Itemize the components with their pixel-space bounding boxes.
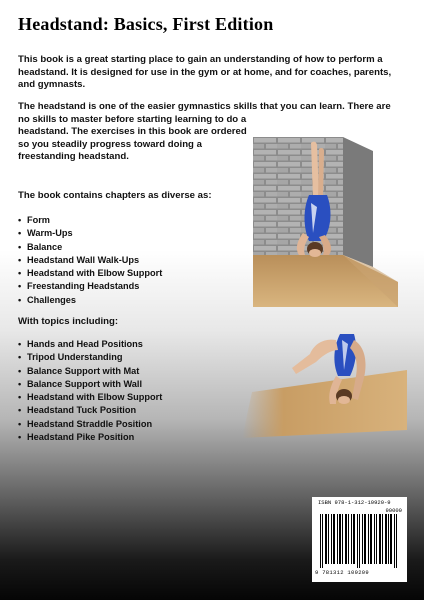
- intro-paragraph: This book is a great starting place to gain an understanding of how to perform a headstand. It is designed for use in the gym or at home, and for coaches, parents, and gymnasts.: [18, 54, 392, 91]
- price-code: 90000: [385, 507, 402, 514]
- list-item: • Warm-Ups: [18, 227, 162, 240]
- description-first-line: The headstand is one of the easier gymnastics skills that you can learn. There are: [18, 101, 391, 112]
- list-item: • Challenges: [18, 294, 162, 307]
- list-item: • Tripod Understanding: [18, 351, 162, 364]
- list-item: • Balance Support with Mat: [18, 365, 162, 378]
- isbn-barcode: [312, 497, 407, 582]
- list-item: • Balance Support with Wall: [18, 378, 162, 391]
- list-item: • Balance: [18, 241, 162, 254]
- list-item: • Headstand Straddle Position: [18, 418, 162, 431]
- chapters-intro: The book contains chapters as diverse as:: [18, 190, 212, 201]
- description-paragraph: [18, 101, 391, 164]
- chapter-list: [18, 214, 162, 307]
- list-item: • Headstand Pike Position: [18, 431, 162, 444]
- tuck-headstand-illustration: [232, 330, 407, 440]
- wall-headstand-illustration: [253, 137, 398, 307]
- list-item: • Headstand with Elbow Support: [18, 391, 162, 404]
- barcode-bars: [318, 514, 400, 568]
- list-item: • Hands and Head Positions: [18, 338, 162, 351]
- book-title: Headstand: Basics, First Edition: [18, 14, 274, 34]
- list-item: • Headstand Tuck Position: [18, 404, 162, 417]
- topic-list: [18, 338, 162, 444]
- list-item: • Headstand Wall Walk-Ups: [18, 254, 162, 267]
- list-item: • Form: [18, 214, 162, 227]
- isbn-number: ISBN 978-1-312-10920-9: [318, 499, 391, 506]
- topics-intro: With topics including:: [18, 316, 119, 327]
- list-item: • Headstand with Elbow Support: [18, 267, 162, 280]
- ean-digits: 9 781312 109209: [315, 569, 370, 576]
- description-rest: no skills to master before starting learning to do a headstand. The exercises in this book are ordered so you steadily progress toward doing a freestanding headstand.: [18, 113, 247, 163]
- list-item: • Freestanding Headstands: [18, 280, 162, 293]
